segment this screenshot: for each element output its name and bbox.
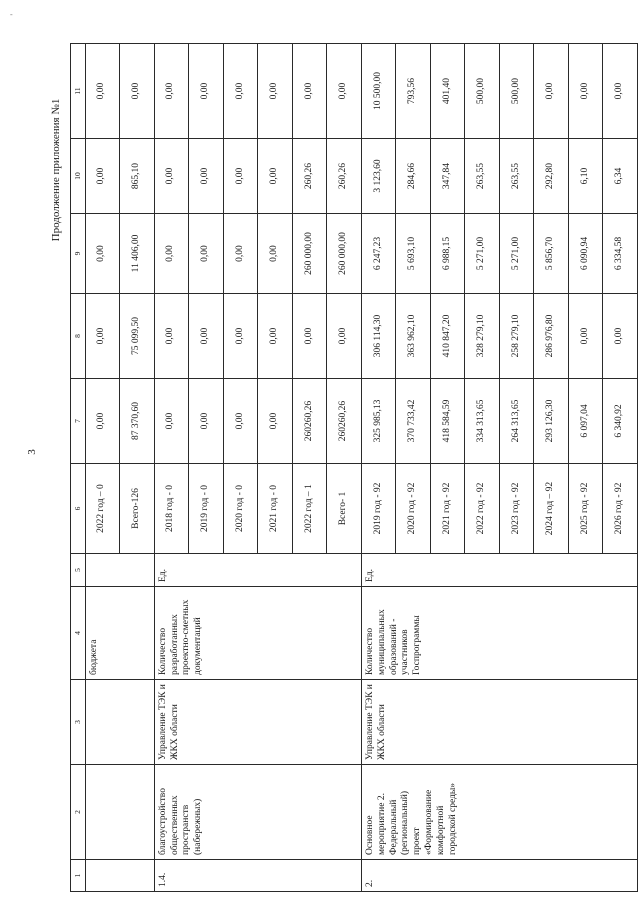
program-table <box>70 43 638 892</box>
funding-cell: 0,00 <box>223 214 258 294</box>
funding-cell: 0,00 <box>154 214 189 294</box>
total-funding-cell: 418 584,59 <box>430 379 465 464</box>
table-row <box>85 44 120 892</box>
funding-cell: 292,80 <box>534 139 569 214</box>
funding-cell: 6,34 <box>603 139 638 214</box>
year-value-cell: 2019 год - 92 <box>361 464 396 554</box>
funding-cell: 0,00 <box>189 294 224 379</box>
unit-cell: Ед. <box>154 554 361 587</box>
funding-cell: 0,00 <box>603 294 638 379</box>
total-funding-cell: 370 733,42 <box>396 379 431 464</box>
funding-cell: 500,00 <box>465 44 500 139</box>
year-value-cell: 2020 год - 92 <box>396 464 431 554</box>
indicator-cell: Количество разработанных проектно-сметных документаций <box>154 587 361 680</box>
funding-cell: 5 271,00 <box>465 214 500 294</box>
funding-cell: 328 279,10 <box>465 294 500 379</box>
total-funding-cell: 6 097,04 <box>568 379 603 464</box>
column-number: 5 <box>71 554 86 587</box>
total-funding-cell: 87 370,60 <box>120 379 155 464</box>
table-row <box>361 44 396 892</box>
year-value-cell: 2020 год - 0 <box>223 464 258 554</box>
funding-cell: 0,00 <box>223 139 258 214</box>
total-funding-cell: 0,00 <box>258 379 293 464</box>
funding-cell: 5 856,70 <box>534 214 569 294</box>
funding-cell: 0,00 <box>292 294 327 379</box>
funding-cell: 0,00 <box>258 139 293 214</box>
total-funding-cell: 0,00 <box>154 379 189 464</box>
funding-cell: 0,00 <box>568 44 603 139</box>
funding-cell: 284,66 <box>396 139 431 214</box>
funding-cell: 0,00 <box>154 44 189 139</box>
unit-cell: Ед. <box>361 554 637 587</box>
funding-cell: 6 334,58 <box>603 214 638 294</box>
funding-cell: 75 099,50 <box>120 294 155 379</box>
funding-cell: 10 500,00 <box>361 44 396 139</box>
funding-cell: 0,00 <box>85 44 120 139</box>
total-funding-cell: 260260,26 <box>327 379 362 464</box>
funding-cell: 410 847,20 <box>430 294 465 379</box>
total-funding-cell: 293 126,30 <box>534 379 569 464</box>
funding-cell: 500,00 <box>499 44 534 139</box>
total-funding-cell: 264 313,65 <box>499 379 534 464</box>
year-value-cell: 2025 год - 92 <box>568 464 603 554</box>
funding-cell: 260,26 <box>292 139 327 214</box>
funding-cell: 347,84 <box>430 139 465 214</box>
funding-cell: 306 114,30 <box>361 294 396 379</box>
rotated-table-wrapper <box>70 44 638 892</box>
funding-cell: 363 962,10 <box>396 294 431 379</box>
funding-cell: 0,00 <box>120 44 155 139</box>
year-value-cell: 2024 год – 92 <box>534 464 569 554</box>
column-number-row <box>71 44 86 892</box>
funding-cell: 6 988,15 <box>430 214 465 294</box>
row-number-cell <box>85 860 154 892</box>
total-funding-cell: 0,00 <box>223 379 258 464</box>
funding-cell: 0,00 <box>603 44 638 139</box>
funding-cell: 3 123,60 <box>361 139 396 214</box>
year-value-cell: 2026 год - 92 <box>603 464 638 554</box>
row-number-cell: 1.4. <box>154 860 361 892</box>
funding-cell: 260,26 <box>327 139 362 214</box>
funding-cell: 793,56 <box>396 44 431 139</box>
total-funding-cell: 0,00 <box>189 379 224 464</box>
year-value-cell: Всего- 1 <box>327 464 362 554</box>
funding-cell: 6,10 <box>568 139 603 214</box>
funding-cell: 6 247,23 <box>361 214 396 294</box>
column-number: 10 <box>71 139 86 214</box>
year-value-cell: 2018 год - 0 <box>154 464 189 554</box>
year-value-cell: 2021 год - 0 <box>258 464 293 554</box>
funding-cell: 0,00 <box>85 294 120 379</box>
indicator-cell: Количество муниципальных образований - участников Госпрограммы <box>361 587 637 680</box>
funding-cell: 0,00 <box>85 139 120 214</box>
funding-cell: 6 090,94 <box>568 214 603 294</box>
funding-cell: 0,00 <box>258 44 293 139</box>
continuation-title: Продолжение приложения №1 <box>50 98 62 242</box>
funding-cell: 5 693,10 <box>396 214 431 294</box>
funding-cell: 11 406,00 <box>120 214 155 294</box>
year-value-cell: 2019 год - 0 <box>189 464 224 554</box>
total-funding-cell: 325 985,13 <box>361 379 396 464</box>
funding-cell: 0,00 <box>154 294 189 379</box>
scan-mark: - <box>10 10 13 19</box>
year-value-cell: 2022 год – 0 <box>85 464 120 554</box>
column-number: 11 <box>71 44 86 139</box>
indicator-cell: бюджета <box>85 587 154 680</box>
table-row <box>154 44 189 892</box>
measure-name-cell <box>85 765 154 860</box>
year-value-cell: Всего-126 <box>120 464 155 554</box>
unit-cell <box>85 554 154 587</box>
funding-cell: 0,00 <box>327 44 362 139</box>
funding-cell: 0,00 <box>568 294 603 379</box>
funding-cell: 263,55 <box>465 139 500 214</box>
total-funding-cell: 6 340,92 <box>603 379 638 464</box>
funding-cell: 0,00 <box>223 44 258 139</box>
column-number: 1 <box>71 860 86 892</box>
funding-cell: 260 000,00 <box>327 214 362 294</box>
funding-cell: 0,00 <box>85 214 120 294</box>
column-number: 6 <box>71 464 86 554</box>
total-funding-cell: 0,00 <box>85 379 120 464</box>
funding-cell: 0,00 <box>189 139 224 214</box>
total-funding-cell: 260260,26 <box>292 379 327 464</box>
funding-cell: 0,00 <box>292 44 327 139</box>
year-value-cell: 2021 год - 92 <box>430 464 465 554</box>
funding-cell: 0,00 <box>258 214 293 294</box>
column-number: 4 <box>71 587 86 680</box>
funding-cell: 0,00 <box>534 44 569 139</box>
column-number: 3 <box>71 680 86 765</box>
funding-cell: 258 279,10 <box>499 294 534 379</box>
column-number: 7 <box>71 379 86 464</box>
executor-cell <box>85 680 154 765</box>
year-value-cell: 2023 год - 92 <box>499 464 534 554</box>
column-number: 8 <box>71 294 86 379</box>
page-number: 3 <box>26 449 38 455</box>
measure-name-cell: благоустройство общественных пространств (набережных) <box>154 765 361 860</box>
year-value-cell: 2022 год - 92 <box>465 464 500 554</box>
row-number-cell: 2. <box>361 860 637 892</box>
executor-cell: Управление ТЭК и ЖКХ области <box>154 680 361 765</box>
total-funding-cell: 334 313,65 <box>465 379 500 464</box>
funding-cell: 865,10 <box>120 139 155 214</box>
measure-name-cell: Основное мероприятие 2. Федеральный (региональный) проект «Формирование комфортной городской среды» <box>361 765 637 860</box>
funding-cell: 0,00 <box>223 294 258 379</box>
funding-cell: 0,00 <box>189 214 224 294</box>
column-number: 9 <box>71 214 86 294</box>
funding-cell: 0,00 <box>154 139 189 214</box>
executor-cell: Управление ТЭК и ЖКХ области <box>361 680 637 765</box>
funding-cell: 5 271,00 <box>499 214 534 294</box>
funding-cell: 0,00 <box>189 44 224 139</box>
funding-cell: 0,00 <box>258 294 293 379</box>
funding-cell: 401,40 <box>430 44 465 139</box>
funding-cell: 286 976,80 <box>534 294 569 379</box>
column-number: 2 <box>71 765 86 860</box>
year-value-cell: 2022 год – 1 <box>292 464 327 554</box>
funding-cell: 263,55 <box>499 139 534 214</box>
funding-cell: 260 000,00 <box>292 214 327 294</box>
funding-cell: 0,00 <box>327 294 362 379</box>
